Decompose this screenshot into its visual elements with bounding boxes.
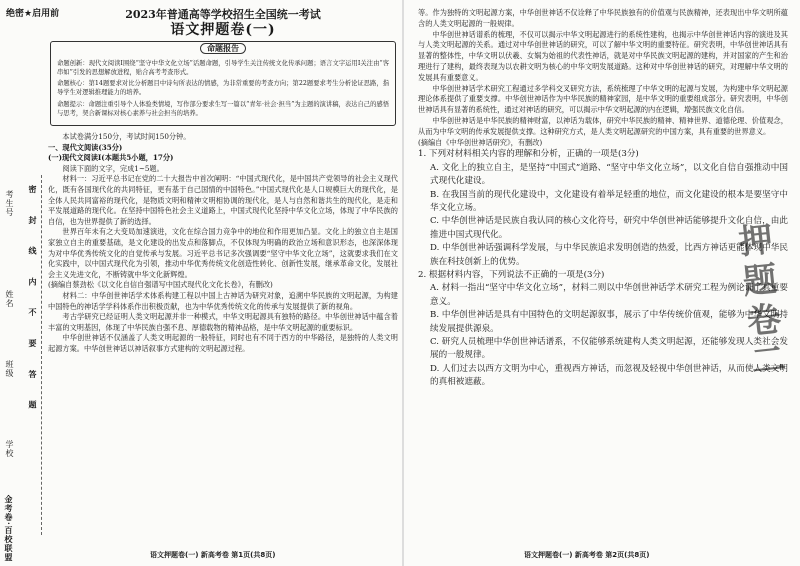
question-2-option-a: A. 材料一指出“坚守中华文化立场”，材料二则以中华创世神话学术研究工程为例论证了其重要意义。: [430, 283, 788, 307]
question-1-option-c: C. 中华创世神话是民族自我认同的核心文化符号，研究中华创世神话能够提升文化自信，由此推进中国式现代化。: [430, 216, 788, 240]
instructions: 阅读下面的文字，完成1~5题。: [62, 163, 164, 173]
question-1-option-a: A. 文化上的独立自主，是坚持“中国式”道路、“坚守中华文化立场”，以文化自信自强推动中国式现代化建设。: [430, 162, 788, 187]
source-2: (摘编自《中华创世神话研究》，有删改): [418, 137, 543, 147]
school-label: 学校: [5, 440, 14, 458]
para-4: 中华创世神话是中华民族的精神财富，以神话为载体，研究中华民族的精神、精神世界、道德伦理、价值观念，从而为中华文明的传承发展提供支撑。这种研究方式，是人类文明起源研究的中国方案，具有重要的世界意义。: [418, 115, 788, 136]
confidential-mark: 绝密★启用前: [6, 9, 60, 19]
material-1-para-1: 材料一：习近平总书记在党的二十大报告中首次阐明：“中国式现代化，是中国共产党领导的社会主义现代化，既有各国现代化的共同特征，更有基于自己国情的中国特色。”中国式现代化是人口规模巨大的现代化，是全体人民共同富裕的现代化，是物质文明和精神文明相协调的现代化，是人与自然和谐共生的现代化，是走和平发展道路的现代化。在坚持中国特色社会主义道路上，中国式现代化坚持中华文化立场，体现了中华民族的自信，也为世界提供了新的选择。: [48, 174, 398, 226]
page-2: [404, 0, 800, 566]
question-2-option-b: B. 中华创世神话是具有中国特色的文明起源叙事，展示了中华传统价值观，能够为中华文明持续发展提供源泉。: [430, 310, 788, 334]
paper-title: 语文押题卷(一): [170, 21, 276, 38]
binding-strip: [0, 0, 44, 566]
question-1: 1. 下列对材料相关内容的理解和分析，正确的一项是(3分): [418, 149, 639, 160]
seal-line-text: 密 封 线 内 不 要 答 题: [28, 185, 38, 419]
para-3: 中华创世神话学术研究工程通过多学科交叉研究方法，系统梳理了中华文明的起源与发展，为构建中华文明起源理论体系提供了重要支撑。中华创世神话作为中华民族的精神家园，是中华文明的重要组成部分。研究表明，中华创世神话具有显著的系统性，通过对神话的研究，可以揭示中华文明起源的内在逻辑，增强民族文化自信。: [418, 83, 788, 115]
report-intent: 命题创新：现代文阅读Ⅰ围绕“坚守中华文化立场”话题命题，引导学生关注传统文化传承问题；语言文字运用Ⅰ关注由“客串如”引发的思想解放进程，贴合高考考查形式。: [57, 59, 389, 76]
question-1-option-d: D. 中华创世神话强调科学发展，与中华民族追求发明创造的热爱，比西方神话更能体现中华民族在科技创新上的优势。: [430, 243, 788, 267]
para-2: 中华创世神话谱系的梳理，不仅可以揭示中华文明起源进行的系统性建构，也揭示中华创世神话内容的演进及其与人类文明起源的关系。通过对中华创世神话的研究，可以了解中华文明的重要特征。研究表明，中华创世神话具有显著的整体性，中华文明以伏羲、女娲为始祖的代表性神话，就是对中华民族文明起源的建构，并对国家的产生和治理进行了建构，最终表现为以农耕文明为核心的中华文明发展道路。这种对中华创世神话的研究，对理解中华文明的发展具有重要意义。: [418, 29, 788, 82]
material-2-para-1: 材料二：中华创世神话学术体系构建工程以中国上古神话为研究对象，追溯中华民族的文明起源，为构建中国特色的神话学学科体系作出积极贡献，也为中华优秀传统文化的传承与发展提供了新的视角。: [48, 290, 398, 311]
class-label: 班级: [5, 360, 14, 378]
report-core: 命题核心：第14题要求对比分析题目中诗句所表达的情感，为非常重要的考查方向；第22题要求考生分析论证思路，指导学生对逻辑推理能力的培养。: [57, 80, 389, 97]
question-2: 2. 根据材料内容，下列说法不正确的一项是(3分): [418, 270, 605, 281]
page-1-content: [48, 4, 398, 354]
continued-para: 等。作为独特的文明起源方案，中华创世神话不仅诠释了中华民族独有的价值观与民族精神，还表现出中华文明所蕴含的人类文明起源的一般规律。: [418, 8, 788, 28]
question-2-option-c: C. 研究人员梳理中华创世神话谱系，不仅能够系统建构人类文明起源，还能够发现人类社会发展的一般规律。: [430, 337, 788, 361]
name-label: 姓名: [5, 290, 14, 308]
page-2-footer: 语文押题卷(一) 新高考卷 第2页(共8页): [524, 551, 650, 559]
exam-number-label: 考生号: [5, 190, 14, 217]
subsection-heading: (一)现代文阅读Ⅰ(本题共5小题，17分): [48, 153, 174, 163]
stamp-label: 金考卷·百校联盟: [4, 495, 14, 562]
watermark: 押题卷二: [736, 219, 788, 383]
report-header: 命题报告: [57, 44, 389, 55]
source-1: (摘编自蔡劲松《以文化自信自强谱写中国式现代化文化长卷》，有删改): [48, 280, 273, 290]
question-1-option-b: B. 在我国当前的现代化建设中，文化建设有着举足轻重的地位，而文化建设的根本是要坚守中华文化立场。: [430, 189, 788, 213]
section-heading: 一、现代文阅读(35分): [48, 142, 123, 152]
material-2-para-3: 中华创世神话不仅涵盖了人类文明起源的一般特征，同时也有不同于西方的中华路径，是独特的人类文明起源方案。中华创世神话以神话叙事方式建构的文明起源过程。: [48, 333, 398, 353]
material-2-para-2: 考古学研究已经证明人类文明起源并非一种模式，中华文明起源具有独特的路径。中华创世神话中蕴含着丰富的文明基因，体现了中华民族自强不息、厚德载物的精神品格，是中华文明起源的重要标识。: [48, 312, 398, 332]
seal-line: [41, 175, 42, 535]
material-1-para-2: 世界百年未有之大变局加速演进，文化在综合国力竞争中的地位和作用更加凸显。文化上的独立自主是国家独立自主的重要基础，是文化建设的出发点和落脚点，不仅体现为明确的政治立场和意识形态，也深深体现为对中华优秀传统文化的自觉传承与发展。习近平总书记多次强调要“坚守中华文化立场”，这就要求我们在文化实践中，以中国式现代化为引领，推动中华优秀传统文化创造性转化、创新性发展，继承革命文化，发展社会主义先进文化，不断铸就中华文化新辉煌。: [48, 227, 398, 279]
question-2-option-d: D. 人们过去以西方文明为中心，重视西方神话，而忽视及轻视中华创世神话，从而使人类文明的真相被遮蔽。: [430, 363, 788, 388]
score-info: 本试卷满分150分，考试时间150分钟。: [62, 132, 191, 141]
exam-title: 2023年普通高等学校招生全国统一考试: [125, 8, 321, 21]
page-1-footer: 语文押题卷(一) 新高考卷 第1页(共8页): [150, 551, 276, 559]
page-2-content: [418, 8, 788, 390]
exam-report-box: [50, 41, 396, 126]
report-tips: 命题提示：命题注重引导个人体验类情境，写作部分要求生写一篇以“青年·社会·担当”为主题的演讲稿，表达自己的感悟与思考，契合新课标对核心素养与社会担当的培养。: [57, 100, 389, 117]
